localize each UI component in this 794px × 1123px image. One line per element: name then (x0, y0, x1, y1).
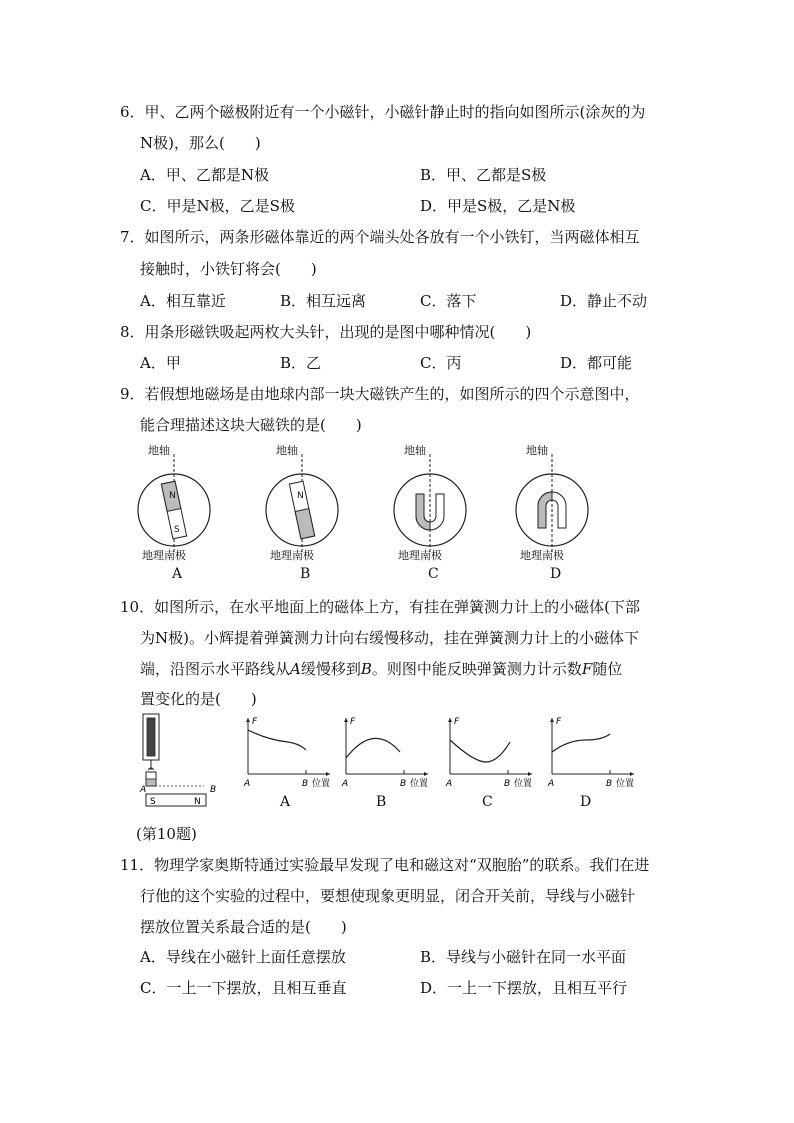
q9-caption-b: B (300, 566, 311, 582)
q10-caption-d: D (580, 794, 592, 810)
q8-option-d[interactable]: D．都可能 (560, 354, 633, 372)
q9-magnet-letter-a-top: N (169, 491, 176, 501)
q9-stem-line1: 9．若假想地磁场是由地球内部一块大磁铁产生的，如图所示的四个示意图中， (120, 385, 640, 403)
q10-graph-d-y-label: F (556, 717, 562, 727)
q10-line3-part2: 缓慢移到 (300, 660, 361, 678)
q6-option-b[interactable]: B．甲、乙都是S极 (420, 166, 547, 184)
q10-line3-force-f: F (581, 660, 593, 678)
q11-stem-line3: 摆放位置关系最合适的是( ) (140, 918, 347, 936)
q10-line3-part4: 随位 (592, 660, 623, 678)
q10-setup-diagram (132, 712, 222, 812)
q9-figure-c (392, 440, 472, 585)
q9-axis-label: 地轴 (526, 444, 548, 457)
q10-graph-d-x-label: 位置 (616, 779, 635, 789)
q10-caption-a: A (280, 794, 291, 810)
q8-option-a[interactable]: A．甲 (140, 354, 181, 372)
q10-line3-part3: 。则图中能反映弹簧测力计示数 (371, 660, 582, 678)
q10-graph-b-x-label: 位置 (410, 779, 429, 789)
q10-graph-a (238, 712, 338, 792)
q7-option-c[interactable]: C．落下 (420, 292, 477, 310)
q10-setup-point-b: B (210, 785, 217, 795)
q10-stem-line3 (140, 658, 622, 679)
q9-pole-label: 地理南极 (270, 549, 314, 562)
q10-setup-point-a: A (140, 785, 147, 795)
q7-stem-line2: 接触时，小铁钉将会( ) (140, 260, 317, 278)
q9-pole-label: 地理南极 (520, 549, 564, 562)
q9-axis-label: 地轴 (276, 444, 298, 457)
q10-graph-b (336, 712, 436, 792)
q9-pole-label: 地理南极 (142, 549, 186, 562)
q9-caption-c: C (428, 566, 439, 582)
q10-line3-point-a: A (290, 660, 301, 678)
q11-option-c[interactable]: C．一上一下摆放，且相互垂直 (140, 979, 347, 997)
q8-option-b[interactable]: B．乙 (280, 354, 322, 372)
q10-line3-point-b: B (360, 660, 372, 678)
q10-stem-line2: 为N极)。小辉提着弹簧测力计向右缓慢移动，挂在弹簧测力计上的小磁体下 (140, 629, 639, 647)
q9-figure-a (136, 440, 216, 585)
q7-stem-line1: 7．如图所示，两条形磁体靠近的两个端头处各放有一个小铁钉，当两磁体相互 (120, 228, 640, 246)
q10-graph-a-point-b: B (302, 779, 309, 789)
q11-option-b[interactable]: B．导线与小磁针在同一水平面 (420, 948, 627, 966)
q10-graph-c-point-b: B (504, 779, 511, 789)
q6-option-c[interactable]: C．甲是N极，乙是S极 (140, 197, 295, 215)
q9-magnet-letter-a-bottom: S (174, 525, 180, 535)
q10-graph-b-y-label: F (350, 717, 356, 727)
q6-stem-line1: 6．甲、乙两个磁极附近有一个小磁针，小磁针静止时的指向如图所示(涂灰的为 (120, 103, 646, 121)
q7-option-a[interactable]: A．相互靠近 (140, 292, 226, 310)
q7-option-b[interactable]: B．相互远离 (280, 292, 367, 310)
q11-stem-line2: 行他的这个实验的过程中，要想使现象更明显，闭合开关前，导线与小磁针 (140, 887, 636, 905)
q10-caption-c: C (482, 794, 493, 810)
q9-caption-d: D (550, 566, 562, 582)
q10-graph-d-point-b: B (606, 779, 613, 789)
q10-graph-b-point-b: B (400, 779, 407, 789)
q10-graph-a-x-label: 位置 (312, 779, 331, 789)
q9-figure-d (514, 440, 594, 585)
q9-axis-label: 地轴 (148, 444, 170, 457)
q8-option-c[interactable]: C．丙 (420, 354, 462, 372)
q10-line3-part1: 端，沿图示水平路线从 (140, 660, 291, 678)
q11-option-a[interactable]: A．导线在小磁针上面任意摆放 (140, 948, 346, 966)
q9-figure-b (264, 440, 344, 585)
q10-figure-caption: (第10题) (136, 825, 197, 843)
q10-caption-b: B (376, 794, 387, 810)
q10-graph-c-point-a: A (446, 779, 453, 789)
q10-stem-line4: 置变化的是( ) (140, 690, 257, 708)
q11-stem-line1: 11．物理学家奥斯特通过实验最早发现了电和磁这对“双胞胎”的联系。我们在进 (120, 856, 650, 874)
q9-magnet-letter-b-top: N (297, 491, 304, 501)
q9-pole-label: 地理南极 (398, 549, 442, 562)
q9-stem-line2: 能合理描述这块大磁铁的是( ) (140, 416, 362, 434)
q10-graph-a-point-a: A (244, 779, 251, 789)
q10-bar-magnet-s: S (150, 797, 156, 807)
q7-option-d[interactable]: D．静止不动 (560, 292, 648, 310)
q10-stem-line1: 10．如图所示，在水平地面上的磁体上方，有挂在弹簧测力计上的小磁体(下部 (120, 598, 640, 616)
q8-stem-line1: 8．用条形磁铁吸起两枚大头针，出现的是图中哪种情况( ) (120, 323, 532, 341)
q6-stem-line2: N极)，那么( ) (140, 134, 261, 152)
q6-option-d[interactable]: D．甲是S极，乙是N极 (420, 197, 576, 215)
q6-option-a[interactable]: A．甲、乙都是N极 (140, 166, 269, 184)
q10-bar-magnet-n: N (194, 797, 201, 807)
q10-graph-c-x-label: 位置 (514, 779, 533, 789)
q9-axis-label: 地轴 (404, 444, 426, 457)
q10-graph-a-y-label: F (252, 717, 258, 727)
q11-option-d[interactable]: D．一上一下摆放，且相互平行 (420, 979, 628, 997)
q10-graph-c-y-label: F (454, 717, 460, 727)
q10-graph-c (440, 712, 540, 792)
q10-graph-d-point-a: A (548, 779, 555, 789)
q10-graph-d (542, 712, 642, 792)
q9-caption-a: A (172, 566, 183, 582)
q10-graph-b-point-a: A (342, 779, 349, 789)
